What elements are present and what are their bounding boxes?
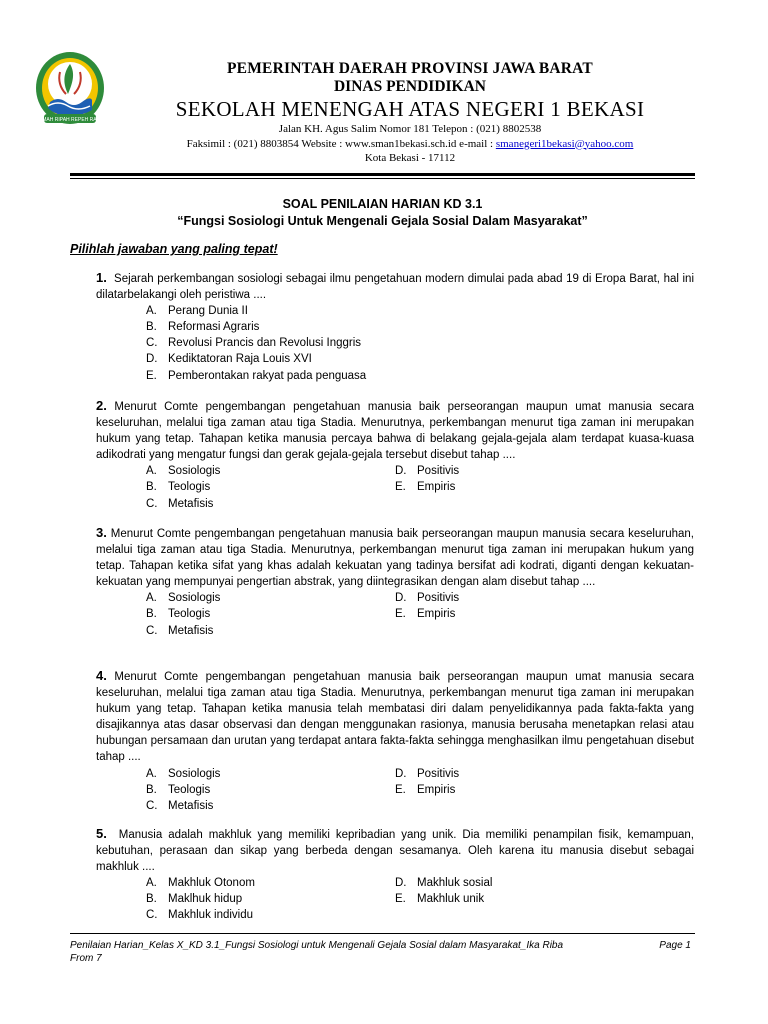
question-number: 2. xyxy=(96,398,107,413)
school-city: Kota Bekasi - 17112 xyxy=(364,152,456,164)
question-text: Sejarah perkembangan sosiologi sebagai ilmu pengetahuan modern dimulai pada abad 19 di Eropa Barat, hal ini dilatarbelakangi oleh peristiwa .... xyxy=(96,273,695,302)
options-grid xyxy=(96,590,694,638)
option-c[interactable]: C. Metafisis xyxy=(146,624,214,637)
question-text: Menurut Comte pengembangan pengetahuan manusia baik perseorangan maupun umat manusia secara keseluruhan, melalui tiga zaman atau tiga Stadia. Menurutnya, perkembangan menurut tiga zaman ini merupakan hukum yang tetap. Tahapan ketika manusia percaya bahwa di belakang gejala-gejala alam terdapat kuasa-kuasa adikodrati yang mengatur fungsi dan gerak gejala-gejala tersebut disebut tahap .... xyxy=(96,401,694,462)
school-address: Jalan KH. Agus Salim Nomor 181 Telepon : (021) 8802538 xyxy=(278,123,542,135)
option-d[interactable]: D. Positivis xyxy=(395,465,460,478)
option-b[interactable]: B. Reformasi Agraris xyxy=(146,321,260,334)
instruction: Pilihlah jawaban yang paling tepat! xyxy=(70,242,278,256)
options-grid xyxy=(96,875,694,923)
question-text: Menurut Comte pengembangan pengetahuan manusia baik perseorangan maupun manusia secara keseluruhan, melalui tiga zaman atau tiga Stadia. Menurutnya, perkembangan menurut tiga zaman ini merupakan hukum yang tetap. Tahapan ketika sifat yang khas adalah kekuatan yang tadinya bersifat adi kodrati, diganti dengan kekuatan-kekuatan yang mempunyai pengertian abstrak, yang diintegrasikan dengan alam disebut tahap .... xyxy=(96,528,694,589)
govt-name: PEMERINTAH DAERAH PROVINSI JAWA BARAT xyxy=(227,60,593,77)
options-grid xyxy=(96,766,694,814)
letterhead xyxy=(110,60,710,166)
option-a[interactable]: A. Sosiologis xyxy=(146,465,221,478)
question-stem xyxy=(96,668,694,766)
school-name: SEKOLAH MENENGAH ATAS NEGERI 1 BEKASI xyxy=(175,97,645,121)
option-e[interactable]: E. Empiris xyxy=(395,608,456,621)
option-c[interactable]: C. Revolusi Prancis dan Revolusi Inggris xyxy=(146,337,362,350)
option-e[interactable]: E. Empiris xyxy=(395,783,456,796)
option-a[interactable]: A. Sosiologis xyxy=(146,592,221,605)
option-a[interactable]: A. Perang Dunia II xyxy=(146,305,248,318)
question-1 xyxy=(96,270,694,384)
option-c[interactable]: C. Metafisis xyxy=(146,799,214,812)
exam-title-line2: “Fungsi Sosiologi Untuk Mengenali Gejala Sosial Dalam Masyarakat” xyxy=(177,214,588,228)
question-4 xyxy=(96,668,694,814)
header-divider-thick xyxy=(70,173,695,176)
option-c[interactable]: C. Metafisis xyxy=(146,497,214,510)
option-e[interactable]: E. Empiris xyxy=(395,481,456,494)
question-number: 3. xyxy=(96,525,107,540)
question-stem xyxy=(96,826,694,875)
question-stem xyxy=(96,525,694,590)
option-b[interactable]: B. Teologis xyxy=(146,783,211,796)
logo-motto: GEMAH RIPAH REPEH RAPIH xyxy=(35,117,105,123)
footer-from: From 7 xyxy=(70,953,102,964)
option-d[interactable]: D. Positivis xyxy=(395,592,460,605)
question-3 xyxy=(96,525,694,639)
question-stem xyxy=(96,270,694,303)
option-a[interactable]: A. Makhluk Otonom xyxy=(146,877,255,890)
department-name: DINAS PENDIDIKAN xyxy=(333,78,486,95)
option-e[interactable]: E. Pemberontakan rakyat pada penguasa xyxy=(146,369,367,382)
footer-divider xyxy=(70,933,695,934)
question-text: Menurut Comte pengembangan pengetahuan manusia baik perseorangan maupun umat manusia secara keseluruhan, melalui tiga zaman atau tiga Stadia. Menurutnya, perkembangan menurut tiga zaman ini merupakan hukum yang tetap. Tahapan ketika manusia telah membatasi diri dalam penyelidikannya pada fakta-fakta yang disajikannya atas dasar observasi dan dengan menggunakan rasionya, manusia berusaha menetapkan relasi atau hubungan persamaan dan urutan yang terdapat antara fakta-fakta sehingga menghasilkan ilmu pengetahuan disebut tahap .... xyxy=(96,671,694,764)
question-number: 1. xyxy=(96,270,107,285)
question-number: 5. xyxy=(96,826,107,841)
exam-title xyxy=(70,196,695,230)
options-grid xyxy=(96,463,694,511)
contact-text: Faksimil : (021) 8803854 Website : www.sman1bekasi.sch.id e-mail : xyxy=(186,137,496,150)
option-b[interactable]: B. Teologis xyxy=(146,608,211,621)
header-divider-thin xyxy=(70,178,695,179)
question-stem xyxy=(96,398,694,463)
option-b[interactable]: B. Teologis xyxy=(146,481,211,494)
option-d[interactable]: D. Makhluk sosial xyxy=(395,877,493,890)
exam-title-line1: SOAL PENILAIAN HARIAN KD 3.1 xyxy=(282,197,483,211)
option-a[interactable]: A. Sosiologis xyxy=(146,767,221,780)
question-5 xyxy=(96,826,694,924)
email-link[interactable]: smanegeri1bekasi@yahoo.com xyxy=(495,137,634,150)
option-d[interactable]: D. Positivis xyxy=(395,767,460,780)
question-number: 4. xyxy=(96,668,107,683)
option-d[interactable]: D. Kediktatoran Raja Louis XVI xyxy=(146,353,312,366)
option-c[interactable]: C. Makhluk individu xyxy=(146,909,254,922)
question-2 xyxy=(96,398,694,512)
page-footer xyxy=(70,939,695,965)
option-e[interactable]: E. Makhluk unik xyxy=(395,893,485,906)
page-number: Page 1 xyxy=(659,940,691,951)
option-b[interactable]: B. Maklhuk hidup xyxy=(146,893,243,906)
school-contact xyxy=(110,137,710,152)
options-list xyxy=(96,303,694,383)
school-emblem-logo xyxy=(34,50,106,126)
question-text: Manusia adalah makhluk yang memiliki kepribadian yang unik. Dia memiliki penampilan fisik, kemampuan, kebutuhan, perasaan dan sikap yang berbeda dengan sesamanya. Oleh karena itu manusia disebut sebagai makhluk .... xyxy=(96,829,694,874)
footer-text: Penilaian Harian_Kelas X_KD 3.1_Fungsi Sosiologi untuk Mengenali Gejala Sosial dalam Masyarakat_Ika Riba xyxy=(70,940,564,951)
